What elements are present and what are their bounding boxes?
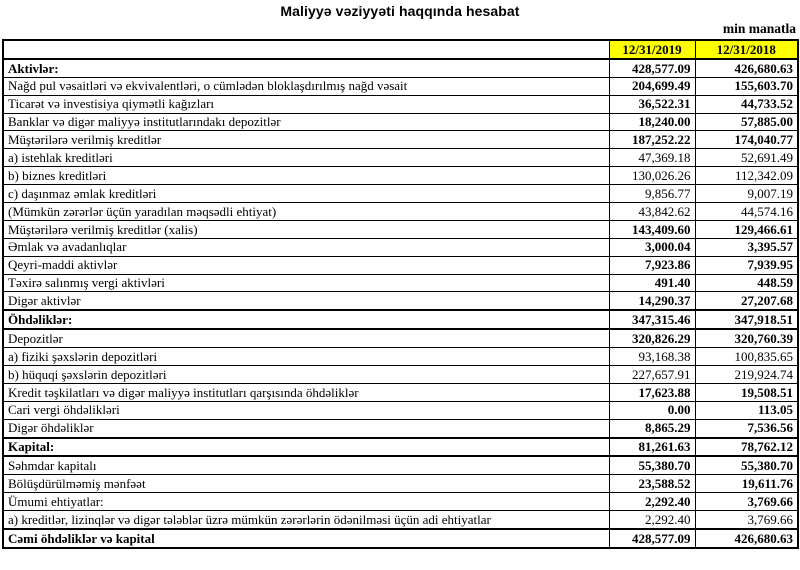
table-row	[3, 456, 798, 474]
value-2019: 187,252.22	[609, 131, 695, 149]
table-row	[3, 113, 798, 131]
table-row	[3, 419, 798, 437]
value-2018: 3,769.66	[695, 511, 798, 529]
value-2019: 43,842.62	[609, 203, 695, 221]
row-label: Qeyri-maddi aktivlər	[3, 256, 609, 274]
value-2019: 2,292.40	[609, 493, 695, 511]
table-row	[3, 292, 798, 310]
row-label: Banklar və digər maliyyə institutlarındakı depozitlər	[3, 113, 609, 131]
unit-note: min manatla	[722, 21, 796, 36]
row-label: Səhmdar kapitalı	[3, 456, 609, 474]
value-2018: 52,691.49	[695, 149, 798, 167]
row-label: Müştərilərə verilmiş kreditlər	[3, 131, 609, 149]
table-row	[3, 59, 798, 77]
value-2019: 81,261.63	[609, 438, 695, 457]
row-label: Müştərilərə verilmiş kreditlər (xalis)	[3, 220, 609, 238]
value-2018: 347,918.51	[695, 310, 798, 329]
value-2018: 155,603.70	[695, 77, 798, 95]
row-label: Əmlak və avadanlıqlar	[3, 238, 609, 256]
value-2019: 55,380.70	[609, 456, 695, 474]
row-label: Digər aktivlər	[3, 292, 609, 310]
table-row	[3, 149, 798, 167]
table-row	[3, 238, 798, 256]
value-2019: 204,699.49	[609, 77, 695, 95]
table-row	[3, 329, 798, 347]
row-label: (Mümkün zərərlər üçün yaradılan məqsədli ehtiyat)	[3, 203, 609, 221]
value-2019: 491.40	[609, 274, 695, 292]
table-row	[3, 77, 798, 95]
row-label: a) istehlak kreditləri	[3, 149, 609, 167]
table-row	[3, 511, 798, 529]
value-2018: 112,342.09	[695, 167, 798, 185]
row-label: Cari vergi öhdəlikləri	[3, 401, 609, 419]
value-2018: 27,207.68	[695, 292, 798, 310]
value-2018: 78,762.12	[695, 438, 798, 457]
value-2019: 23,588.52	[609, 475, 695, 493]
table-row	[3, 185, 798, 203]
table-row	[3, 256, 798, 274]
table-row	[3, 167, 798, 185]
value-2018: 113.05	[695, 401, 798, 419]
row-label: Depozitlər	[3, 329, 609, 347]
value-2019: 130,026.26	[609, 167, 695, 185]
row-label: Cəmi öhdəliklər və kapital	[3, 529, 609, 548]
value-2019: 9,856.77	[609, 185, 695, 203]
financial-position-table	[2, 39, 799, 549]
value-2019: 227,657.91	[609, 366, 695, 384]
value-2018: 9,007.19	[695, 185, 798, 203]
value-2018: 57,885.00	[695, 113, 798, 131]
value-2019: 2,292.40	[609, 511, 695, 529]
table-row	[3, 131, 798, 149]
value-2019: 8,865.29	[609, 419, 695, 437]
value-2018: 174,040.77	[695, 131, 798, 149]
value-2018: 55,380.70	[695, 456, 798, 474]
value-2018: 44,733.52	[695, 95, 798, 113]
value-2018: 426,680.63	[695, 529, 798, 548]
row-label: a) fiziki şəxslərin depozitləri	[3, 348, 609, 366]
value-2018: 19,508.51	[695, 383, 798, 401]
value-2018: 19,611.76	[695, 475, 798, 493]
table-row	[3, 348, 798, 366]
table-row	[3, 203, 798, 221]
value-2018: 7,536.56	[695, 419, 798, 437]
header-date-2018: 12/31/2018	[695, 40, 798, 59]
value-2019: 18,240.00	[609, 113, 695, 131]
value-2018: 129,466.61	[695, 220, 798, 238]
row-label: b) biznes kreditləri	[3, 167, 609, 185]
table-row	[3, 401, 798, 419]
row-label: Öhdəliklər:	[3, 310, 609, 329]
row-label: Digər öhdəliklər	[3, 419, 609, 437]
table-row	[3, 220, 798, 238]
value-2018: 320,760.39	[695, 329, 798, 347]
value-2019: 143,409.60	[609, 220, 695, 238]
value-2019: 320,826.29	[609, 329, 695, 347]
row-label: Ticarət və investisiya qiymətli kağızları	[3, 95, 609, 113]
value-2018: 100,835.65	[695, 348, 798, 366]
value-2019: 47,369.18	[609, 149, 695, 167]
header-row	[3, 40, 798, 59]
value-2019: 3,000.04	[609, 238, 695, 256]
row-label: Ümumi ehtiyatlar:	[3, 493, 609, 511]
value-2018: 448.59	[695, 274, 798, 292]
table-row	[3, 310, 798, 329]
row-label: b) hüquqi şəxslərin depozitləri	[3, 366, 609, 384]
value-2019: 7,923.86	[609, 256, 695, 274]
value-2018: 7,939.95	[695, 256, 798, 274]
value-2019: 347,315.46	[609, 310, 695, 329]
table-row	[3, 383, 798, 401]
row-label: Kapital:	[3, 438, 609, 457]
value-2018: 44,574.16	[695, 203, 798, 221]
table-row	[3, 274, 798, 292]
row-label: c) daşınmaz əmlak kreditləri	[3, 185, 609, 203]
row-label: a) kreditlər, lizinqlər və digər tələblər üzrə mümkün zərərlərin ödənilməsi üçün adi ehtiyatlar	[3, 511, 609, 529]
row-label: Nağd pul vəsaitləri və ekvivalentləri, o cümlədən bloklaşdırılmış nağd vəsait	[3, 77, 609, 95]
value-2019: 14,290.37	[609, 292, 695, 310]
table-row	[3, 529, 798, 548]
value-2019: 17,623.88	[609, 383, 695, 401]
row-label: Təxirə salınmış vergi aktivləri	[3, 274, 609, 292]
value-2018: 426,680.63	[695, 59, 798, 77]
table-row	[3, 475, 798, 493]
table-row	[3, 493, 798, 511]
row-label: Aktivlər:	[3, 59, 609, 77]
header-date-2019: 12/31/2019	[609, 40, 695, 59]
page-title: Maliyyə vəziyyəti haqqında hesabat	[280, 3, 520, 19]
value-2019: 0.00	[609, 401, 695, 419]
value-2019: 428,577.09	[609, 529, 695, 548]
row-label: Bölüşdürülməmiş mənfəət	[3, 475, 609, 493]
header-empty-cell	[3, 40, 609, 59]
value-2018: 3,769.66	[695, 493, 798, 511]
row-label: Kredit təşkilatları və digər maliyyə institutları qarşısında öhdəliklər	[3, 383, 609, 401]
table-row	[3, 366, 798, 384]
table-row	[3, 438, 798, 457]
value-2019: 36,522.31	[609, 95, 695, 113]
value-2018: 3,395.57	[695, 238, 798, 256]
value-2019: 428,577.09	[609, 59, 695, 77]
value-2019: 93,168.38	[609, 348, 695, 366]
table-body	[3, 59, 798, 548]
value-2018: 219,924.74	[695, 366, 798, 384]
table-row	[3, 95, 798, 113]
